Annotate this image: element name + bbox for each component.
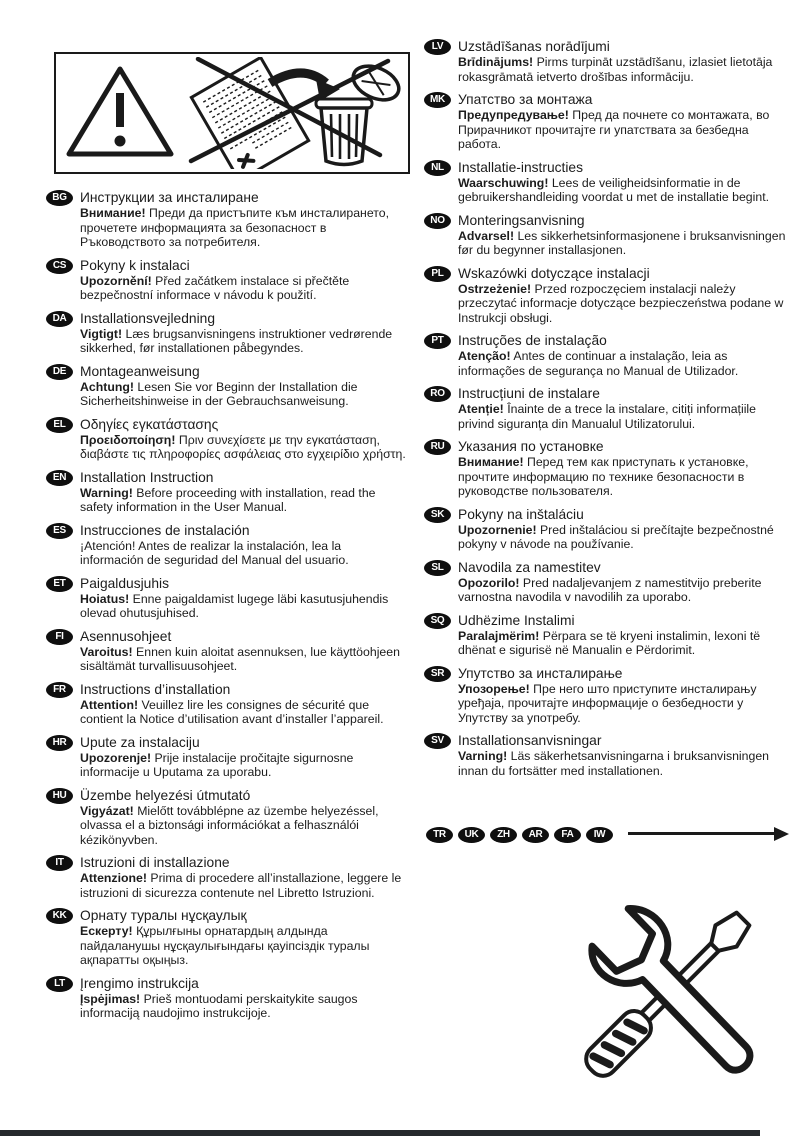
- section-body: [458, 455, 794, 499]
- language-section-no: [424, 212, 794, 258]
- section-title: Navodila za namestitev: [458, 559, 601, 575]
- section-title: Упатство за монтажа: [458, 92, 593, 107]
- warning-text: Құрылғыны орнатардың алдында пайдаланушы нұсқаулығындағы қауіпсіздік туралы ақпаратты оқыңыз.: [80, 924, 370, 967]
- section-body: [458, 682, 794, 726]
- warning-text: Pred nadaljevanjem z namestitvijo preberite varnostna navodila v navodilih za uporabo.: [458, 575, 762, 604]
- warning-text: Mielőtt továbblépne az üzembe helyezéssel, olvassa el a biztonsági információkat a felhasználói kézikönyvben.: [80, 803, 379, 847]
- warning-text: Enne paigaldamist lugege läbi kasutusjuhendis olevad ohutusjuhised.: [80, 591, 389, 620]
- warning-lead: Paralajmërim!: [458, 628, 540, 643]
- section-body: [458, 108, 794, 152]
- section-body: [458, 282, 794, 326]
- warning-lead: Vigyázat!: [80, 803, 134, 818]
- section-title: Installatie-instructies: [458, 159, 583, 175]
- section-title: Pokyny k instalaci: [80, 257, 190, 273]
- language-section-el: [46, 416, 408, 462]
- language-badge: RO: [424, 386, 451, 402]
- warning-lead: ¡Atención!: [80, 538, 136, 553]
- language-badge: FR: [46, 682, 73, 698]
- other-language-badges: [426, 824, 618, 843]
- language-badge-zh: ZH: [490, 827, 517, 843]
- language-section-hr: [46, 734, 408, 780]
- language-badge: DA: [46, 311, 73, 327]
- language-badge: IT: [46, 855, 73, 871]
- language-section-ru: [424, 438, 794, 499]
- language-badge: SR: [424, 666, 451, 682]
- warning-lead: Atenție!: [458, 402, 504, 416]
- warning-lead: Warning!: [80, 485, 133, 500]
- warning-text: Преди да пристъпите към инсталирането, прочетете информацията за безопасност в Ръководството за потребителя.: [80, 206, 390, 249]
- warning-lead: Attention!: [80, 697, 139, 712]
- section-title: Monteringsanvisning: [458, 212, 585, 228]
- language-badge: DE: [46, 364, 73, 380]
- language-badge: MK: [424, 92, 451, 108]
- language-badge-ar: AR: [522, 827, 549, 843]
- section-body: [80, 380, 408, 409]
- warning-text: Ennen kuin aloitat asennuksen, lue käyttöohjeen sisältämät turvallisuusohjeet.: [80, 644, 400, 673]
- warning-text: Pred inštaláciou si prečítajte bezpečnostné pokyny v návode na používanie.: [458, 522, 774, 551]
- language-section-lv: [424, 38, 794, 84]
- language-badge: LV: [424, 39, 451, 55]
- section-title: Орнату туралы нұсқаулық: [80, 908, 247, 923]
- language-badge: ES: [46, 523, 73, 539]
- language-section-sq: [424, 612, 794, 658]
- section-body: [458, 629, 794, 658]
- section-body: [458, 749, 794, 778]
- warning-text: Before proceeding with installation, read the safety information in the User Manual.: [80, 485, 376, 514]
- warning-and-trash-icon: [58, 57, 406, 169]
- warning-lead: Hoiatus!: [80, 591, 130, 606]
- warning-text: Πριν συνεχίσετε με την εγκατάσταση, διαβάστε τις πληροφορίες ασφάλειας στο εγχειρίδιο χρήστη.: [80, 432, 406, 461]
- section-body: [80, 327, 408, 356]
- language-badge: SQ: [424, 613, 451, 629]
- language-section-pl: [424, 265, 794, 326]
- language-badge: EN: [46, 470, 73, 486]
- language-section-sr: [424, 665, 794, 726]
- section-title: Instrucțiuni de instalare: [458, 386, 600, 401]
- warning-text: Përpara se të kryeni instalimin, lexoni të dhënat e sigurisë në Manualin e Përdorimit.: [458, 628, 761, 657]
- language-section-nl: [424, 159, 794, 205]
- section-title: Installationsanvisningar: [458, 733, 602, 748]
- language-badge: SK: [424, 507, 451, 523]
- section-title: Udhëzime Instalimi: [458, 612, 575, 628]
- language-section-da: [46, 310, 408, 356]
- section-title: Installationsvejledning: [80, 310, 215, 326]
- tools-illustration: [554, 882, 796, 1094]
- warning-lead: Внимание!: [458, 455, 524, 469]
- section-title: Pokyny na inštaláciu: [458, 506, 584, 522]
- language-section-de: [46, 363, 408, 409]
- language-section-kk: [46, 907, 408, 968]
- section-title: Инструкции за инсталиране: [80, 190, 259, 205]
- language-section-ro: [424, 385, 794, 431]
- section-body: [80, 433, 408, 462]
- section-body: [458, 176, 794, 205]
- page-edge-bar: [0, 1130, 760, 1136]
- warning-text: Prima di procedere all’installazione, leggere le istruzioni di sicurezza contenute nel Libretto Istruzioni.: [80, 871, 402, 900]
- warning-lead: Vigtigt!: [80, 326, 123, 341]
- warning-lead: Brīdinājums!: [458, 55, 534, 69]
- language-section-mk: [424, 91, 794, 152]
- language-badge: LT: [46, 976, 73, 992]
- warning-lead: Предупредување!: [458, 108, 569, 122]
- right-arrow-icon: [628, 832, 776, 835]
- section-title: Instructions d’installation: [80, 681, 231, 697]
- section-title: Upute za instalaciju: [80, 734, 200, 750]
- warning-text: Pirms turpināt uzstādīšanu, izlasiet lietotāja rokasgrāmatā ietverto drošības informāciju.: [458, 55, 773, 84]
- warning-text: Перед тем как приступать к установке, прочтите информацию по технике безопасности в руководстве пользователя.: [458, 455, 749, 498]
- warning-lead: Upozornenie!: [458, 522, 537, 537]
- language-badge-fa: FA: [554, 827, 581, 843]
- language-section-fr: [46, 681, 408, 727]
- section-body: [80, 804, 408, 848]
- section-title: Asennusohjeet: [80, 628, 172, 644]
- language-badge-uk: UK: [458, 827, 485, 843]
- warning-lead: Varning!: [458, 749, 508, 763]
- warning-lead: Προειδοποίηση!: [80, 432, 176, 447]
- section-body: [458, 229, 794, 258]
- section-body: [458, 523, 794, 552]
- language-badge-iw: IW: [586, 827, 613, 843]
- language-section-bg: [46, 189, 408, 250]
- other-languages-row: [426, 824, 794, 843]
- language-badge: FI: [46, 629, 73, 645]
- right-language-sections: [424, 38, 794, 778]
- warning-text: Înainte de a trece la instalare, citiți informațiile privind siguranța din Manualul Utilizatorului.: [458, 402, 756, 431]
- language-section-cs: [46, 257, 408, 303]
- language-badge: ET: [46, 576, 73, 592]
- language-section-it: [46, 854, 408, 900]
- warning-text: Antes de continuar a instalação, leia as informações de segurança no Manual de Utilizador.: [458, 349, 739, 378]
- warning-lead: Įspėjimas!: [80, 991, 141, 1006]
- warning-text: Przed rozpoczęciem instalacji należy przeczytać informacje dotyczące bezpieczeństwa podane w Instrukcji obsługi.: [458, 281, 784, 325]
- language-section-en: [46, 469, 408, 515]
- section-title: Указания по установке: [458, 439, 604, 454]
- warning-lead: Achtung!: [80, 379, 134, 394]
- section-body: [80, 698, 408, 727]
- section-title: Üzembe helyezési útmutató: [80, 787, 251, 803]
- warning-lead: Advarsel!: [458, 228, 515, 243]
- warning-lead: Attenzione!: [80, 871, 147, 885]
- language-badge: RU: [424, 439, 451, 455]
- language-section-et: [46, 575, 408, 621]
- section-body: [458, 576, 794, 605]
- language-badge: PL: [424, 266, 451, 282]
- section-title: Uzstādīšanas norādījumi: [458, 39, 610, 54]
- section-body: [80, 274, 408, 303]
- warning-text: Veuillez lire les consignes de sécurité que contient la Notice d’utilisation avant d’installer l’appareil.: [80, 697, 384, 726]
- do-not-discard-manual-illustration: [54, 52, 410, 174]
- warning-text: Před začátkem instalace si přečtěte bezpečnostní informace v návodu k použití.: [80, 273, 350, 302]
- language-badge: CS: [46, 258, 73, 274]
- warning-lead: Внимание!: [80, 206, 146, 220]
- section-title: Installation Instruction: [80, 469, 214, 485]
- section-body: [80, 645, 408, 674]
- language-section-hu: [46, 787, 408, 848]
- section-body: [80, 539, 408, 568]
- warning-lead: Waarschuwing!: [458, 175, 549, 190]
- section-title: Įrengimo instrukcija: [80, 975, 199, 991]
- warning-text: Antes de realizar la instalación, lea la información de seguridad del Manual del usuario.: [80, 538, 349, 567]
- warning-text: Пред да почнете со монтажата, во Прирачникот прочитајте ги упатствата за безбедна работа.: [458, 108, 770, 151]
- section-title: Montageanweisung: [80, 363, 200, 379]
- section-body: [80, 924, 408, 968]
- warning-text: Läs säkerhetsanvisningarna i bruksanvisningen innan du fortsätter med installationen.: [458, 749, 770, 778]
- language-badge: NL: [424, 160, 451, 176]
- section-body: [80, 751, 408, 780]
- language-section-sk: [424, 506, 794, 552]
- warning-lead: Упозорење!: [458, 681, 530, 696]
- section-body: [80, 486, 408, 515]
- language-badge: KK: [46, 908, 73, 924]
- warning-lead: Opozorilo!: [458, 575, 520, 590]
- warning-text: Prieš montuodami perskaitykite saugos informaciją naudojimo instrukcijoje.: [80, 991, 358, 1020]
- section-title: Wskazówki dotyczące instalacji: [458, 265, 650, 281]
- warning-text: Пре него што приступите инсталирању уређаја, прочитајте информације о безбедности у Упутству за употребу.: [458, 681, 757, 725]
- language-section-fi: [46, 628, 408, 674]
- right-column: [424, 38, 794, 843]
- language-section-sl: [424, 559, 794, 605]
- warning-lead: Upozorenje!: [80, 750, 152, 765]
- language-badge: BG: [46, 190, 73, 206]
- language-badge: PT: [424, 333, 451, 349]
- language-badge: SV: [424, 733, 451, 749]
- warning-lead: Upozornění!: [80, 273, 152, 288]
- warning-text: Lesen Sie vor Beginn der Installation die Sicherheitshinweise in der Gebrauchsanweisung.: [80, 379, 358, 408]
- warning-text: Les sikkerhetsinformasjonene i bruksanvisningen før du begynner installasjonen.: [458, 228, 786, 257]
- language-section-es: [46, 522, 408, 568]
- language-badge: HU: [46, 788, 73, 804]
- section-title: Istruzioni di installazione: [80, 855, 230, 870]
- warning-lead: Ескерту!: [80, 924, 133, 938]
- section-body: [458, 349, 794, 378]
- language-badge-tr: TR: [426, 827, 453, 843]
- language-section-sv: [424, 732, 794, 778]
- warning-lead: Varoitus!: [80, 644, 133, 659]
- left-column: [46, 52, 408, 1028]
- section-title: Instrucciones de instalación: [80, 522, 250, 538]
- wrench-screwdriver-icon: [554, 882, 796, 1094]
- warning-lead: Ostrzeżenie!: [458, 281, 532, 296]
- section-body: [80, 992, 408, 1021]
- section-body: [80, 206, 408, 250]
- section-title: Упутство за инсталирање: [458, 665, 623, 681]
- language-badge: HR: [46, 735, 73, 751]
- language-badge: NO: [424, 213, 451, 229]
- warning-lead: Atenção!: [458, 349, 511, 363]
- section-body: [458, 55, 794, 84]
- language-section-lt: [46, 975, 408, 1021]
- warning-text: Lees de veiligheidsinformatie in de gebruikershandleiding voordat u met de installatie begint.: [458, 175, 770, 204]
- section-body: [458, 402, 794, 431]
- warning-text: Prije instalacije pročitajte sigurnosne informacije u Uputama za uporabu.: [80, 750, 354, 779]
- language-section-pt: [424, 332, 794, 378]
- section-title: Paigaldusjuhis: [80, 575, 169, 591]
- section-body: [80, 592, 408, 621]
- section-body: [80, 871, 408, 900]
- language-badge: EL: [46, 417, 73, 433]
- warning-text: Læs brugsanvisningens instruktioner vedrørende sikkerhed, før installationen påbegyndes.: [80, 326, 393, 355]
- language-badge: SL: [424, 560, 451, 576]
- left-language-sections: [46, 189, 408, 1021]
- section-title: Instruções de instalação: [458, 333, 607, 348]
- section-title: Οδηγίες εγκατάστασης: [80, 416, 219, 432]
